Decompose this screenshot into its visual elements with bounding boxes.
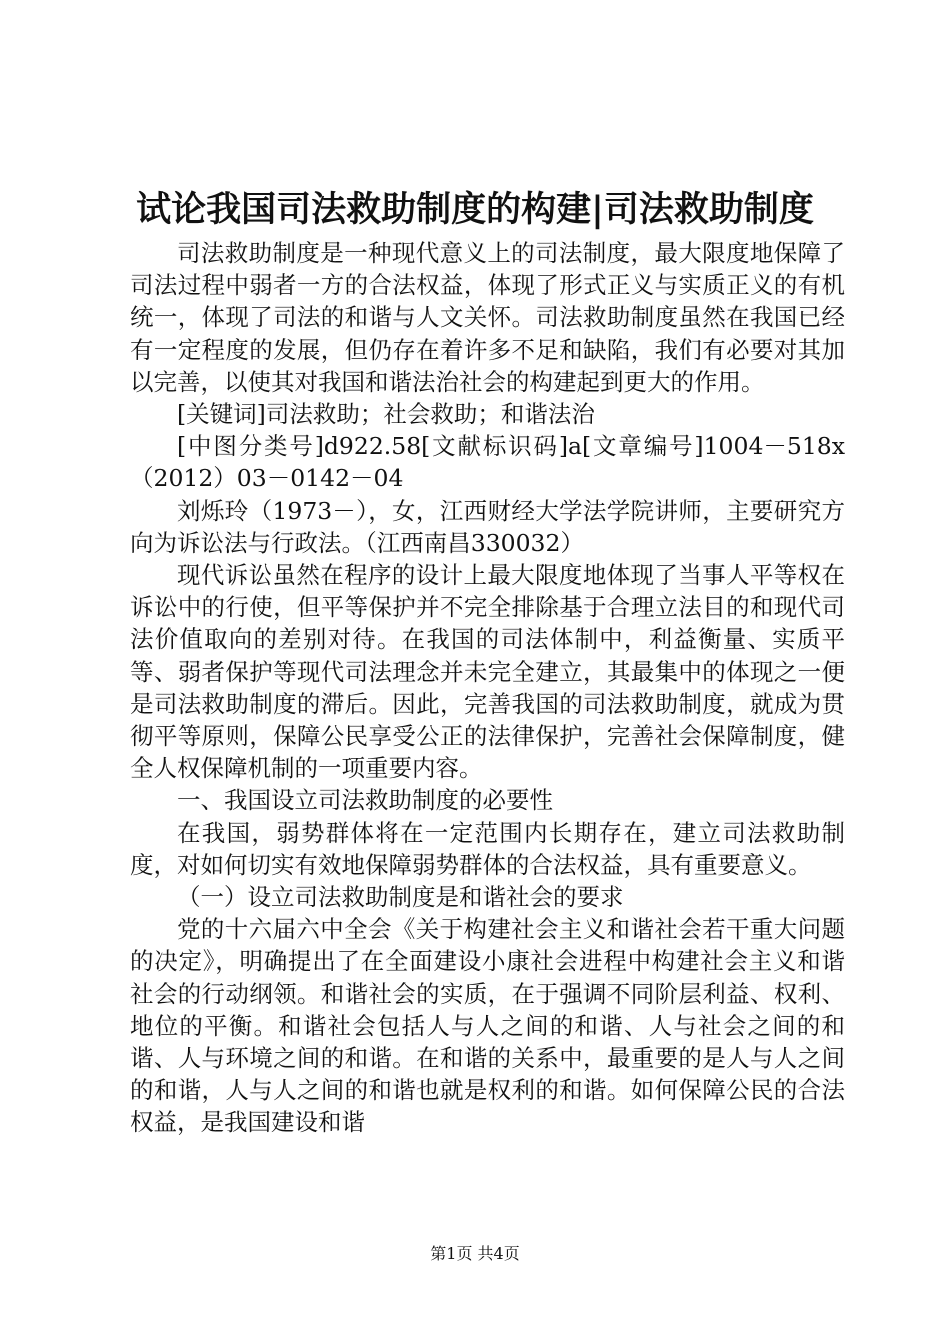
page-footer: 第1页 共4页 [430, 1244, 520, 1263]
document-body [130, 237, 845, 1139]
paragraph-subsection: 党的十六届六中全会《关于构建社会主义和谐社会若干重大问题的决定》，明确提出了在全面建设小康社会进程中构建社会主义和谐社会的行动纲领。和谐社会的实质，在于强调不同阶层利益、权利、地位的平衡。和谐社会包括人与人之间的和谐、人与社会之间的和谐、人与环境之间的和谐。在和谐的关系中，最重要的是人与人之间的和谐，人与人之间的和谐也就是权利的和谐。如何保障公民的合法权益，是我国建设和谐 [130, 915, 845, 1137]
paragraph-intro: 现代诉讼虽然在程序的设计上最大限度地体现了当事人平等权在诉讼中的行使，但平等保护并不完全排除基于合理立法目的和现代司法价值取向的差别对待。在我国的司法体制中，利益衡量、实质平等、弱者保护等现代司法理念并未完全建立，其最集中的体现之一便是司法救助制度的滞后。因此，完善我国的司法救助制度，就成为贯彻平等原则，保障公民享受公正的法律保护，完善社会保障制度，健全人权保障机制的一项重要内容。 [130, 561, 845, 783]
paragraph-abstract: 司法救助制度是一种现代意义上的司法制度，最大限度地保障了司法过程中弱者一方的合法权益，体现了形式正义与实质正义的有机统一，体现了司法的和谐与人文关怀。司法救助制度虽然在我国已经有一定程度的发展，但仍存在着许多不足和缺陷，我们有必要对其加以完善，以使其对我国和谐法治社会的构建起到更大的作用。 [130, 239, 845, 396]
document-title: 试论我国司法救助制度的构建|司法救助制度 [136, 189, 814, 230]
subsection-heading: （一）设立司法救助制度是和谐社会的要求 [177, 883, 624, 912]
section-heading: 一、我国设立司法救助制度的必要性 [177, 786, 553, 815]
paragraph-keywords: [关键词]司法救助；社会救助；和谐法治 [177, 400, 595, 429]
paragraph-section-intro: 在我国，弱势群体将在一定范围内长期存在，建立司法救助制度，对如何切实有效地保障弱势群体的合法权益，具有重要意义。 [130, 818, 845, 879]
paragraph-classification: [中图分类号]d922.58[文献标识码]a[文章编号]1004－518x（2012）03－0142－04 [130, 432, 845, 493]
paragraph-author: 刘烁玲（1973－），女，江西财经大学法学院讲师，主要研究方向为诉讼法与行政法。（江西南昌330032） [130, 496, 845, 557]
